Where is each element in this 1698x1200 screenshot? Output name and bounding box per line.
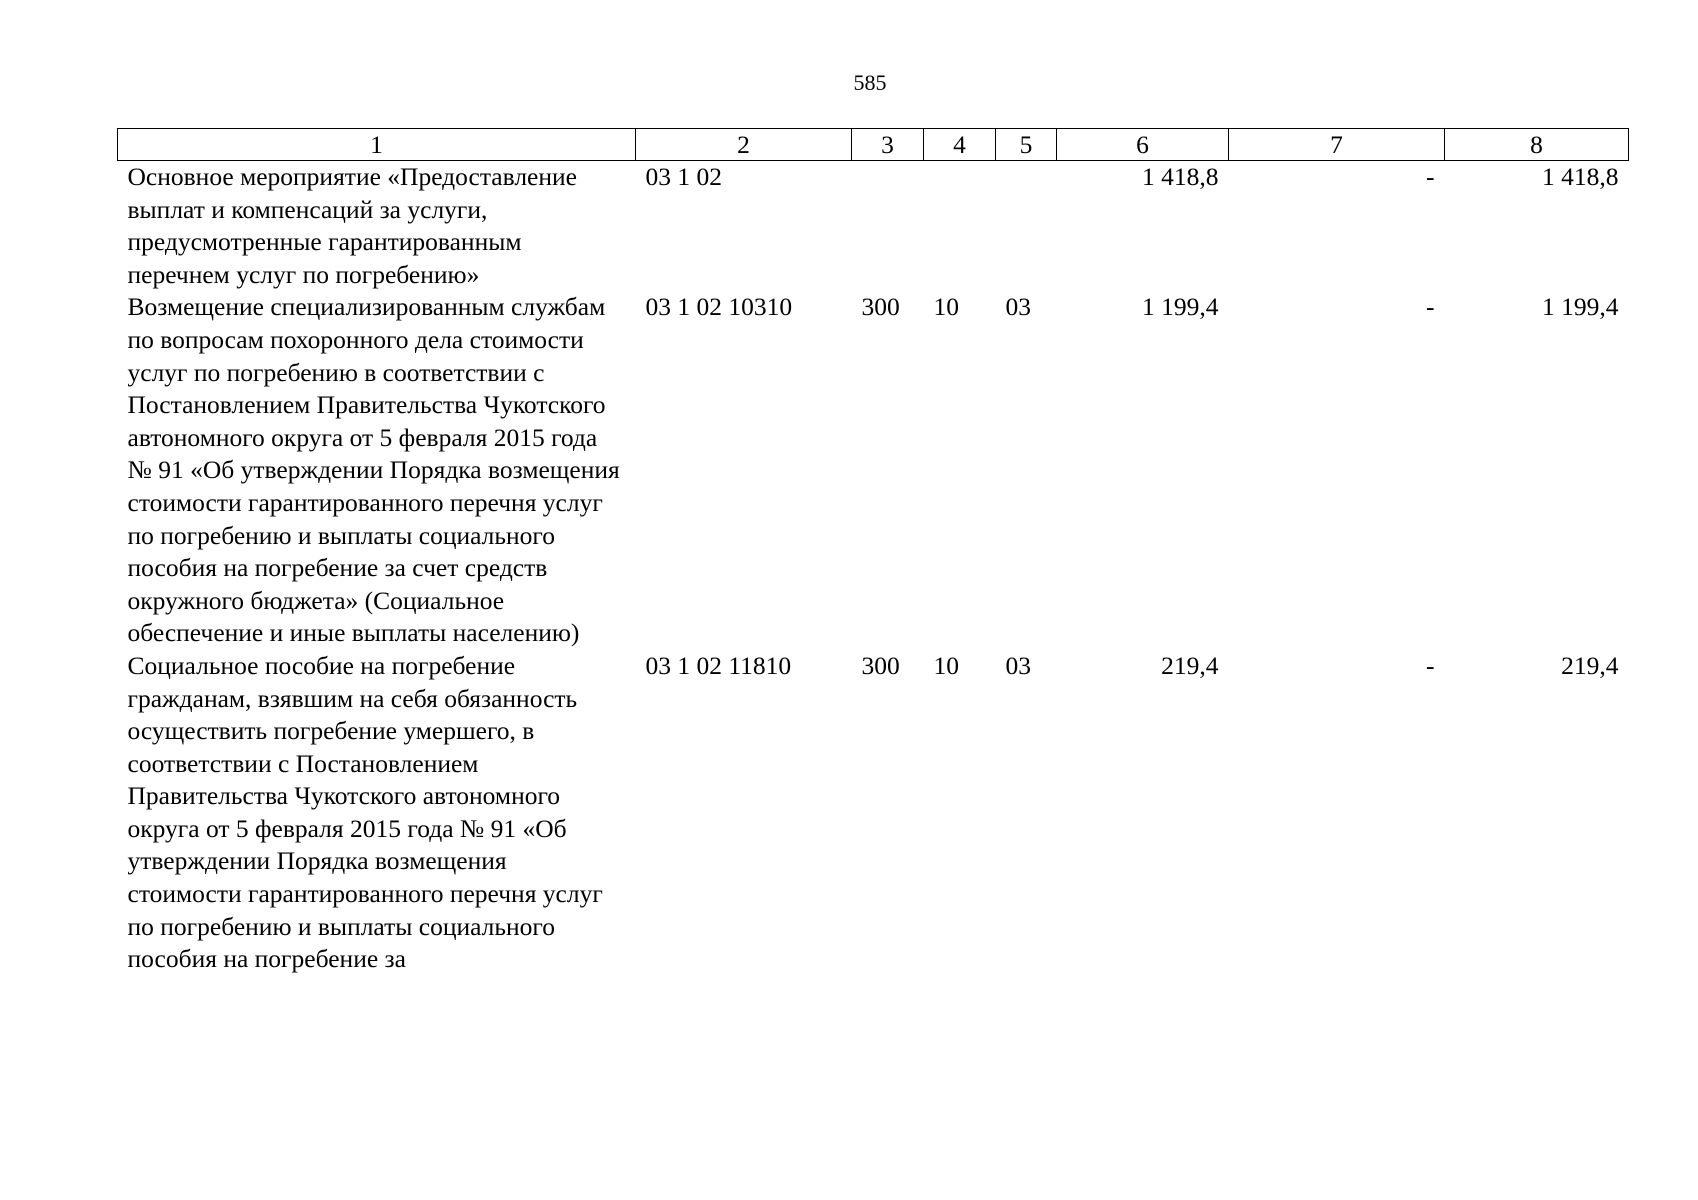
amount-cell-8: 1 418,8	[1542, 162, 1619, 191]
table-row	[118, 650, 1629, 976]
column-header-8: 8	[1445, 129, 1629, 161]
section-cell: 10	[933, 650, 959, 680]
amount-cell-6: 1 418,8	[1142, 162, 1219, 191]
expense-type-cell: 300	[861, 650, 900, 680]
page-number: 585	[853, 70, 887, 95]
column-header-2: 2	[636, 129, 852, 161]
target-article-cell: 03 1 02	[645, 162, 722, 191]
column-header-4: 4	[924, 129, 996, 161]
column-header-5: 5	[996, 129, 1057, 161]
column-header-7: 7	[1229, 129, 1445, 161]
row-name-cell: Возмещение специализированным службам по вопросам похоронного дела стоимости услуг по погребению в соответствии с Постановлением Правительства Чукотского автономного округа от 5 февраля 2015 года № 91 «Об утверждении Порядка возмещения стоимости гарантированного перечня услуг по погребению и выплаты социального пособия на погребение за счет средств окружного бюджета» (Социальное обеспечение и иные выплаты населению)	[127, 292, 620, 648]
amount-cell-6: 219,4	[1161, 650, 1219, 680]
expense-type-cell	[852, 161, 924, 292]
column-header-1: 1	[118, 129, 636, 161]
target-article-cell: 03 1 02 10310	[645, 292, 793, 322]
column-header-3: 3	[852, 129, 924, 161]
amount-cell-6: 1 199,4	[1142, 292, 1219, 322]
subsection-cell: 03	[1005, 650, 1031, 680]
row-name-cell: Основное мероприятие «Предоставление выплат и компенсаций за услуги, предусмотренные гарантированным перечнем услуг по погребению»	[127, 162, 577, 289]
amount-cell-7: -	[1426, 292, 1435, 322]
amount-cell-7: -	[1426, 162, 1435, 191]
expense-type-cell: 300	[861, 292, 900, 322]
amount-cell-7: -	[1426, 650, 1435, 680]
table-row	[118, 161, 1629, 292]
subsection-cell: 03	[1005, 292, 1031, 322]
amount-cell-8: 219,4	[1561, 650, 1619, 680]
amount-cell-8: 1 199,4	[1542, 292, 1619, 322]
column-header-6: 6	[1057, 129, 1229, 161]
section-cell	[924, 161, 996, 292]
section-cell: 10	[933, 292, 959, 322]
row-name-cell: Социальное пособие на погребение гражданам, взявшим на себя обязанность осуществить погребение умершего, в соответствии с Постановлением Правительства Чукотского автономного округа от 5 февраля 2015 года № 91 «Об утверждении Порядка возмещения стоимости гарантированного перечня услуг по погребению и выплаты социального пособия на погребение за	[127, 650, 603, 974]
header-row	[118, 129, 1629, 161]
budget-table	[117, 128, 1629, 976]
table-row	[118, 291, 1629, 650]
subsection-cell	[996, 161, 1057, 292]
target-article-cell: 03 1 02 11810	[645, 650, 792, 680]
